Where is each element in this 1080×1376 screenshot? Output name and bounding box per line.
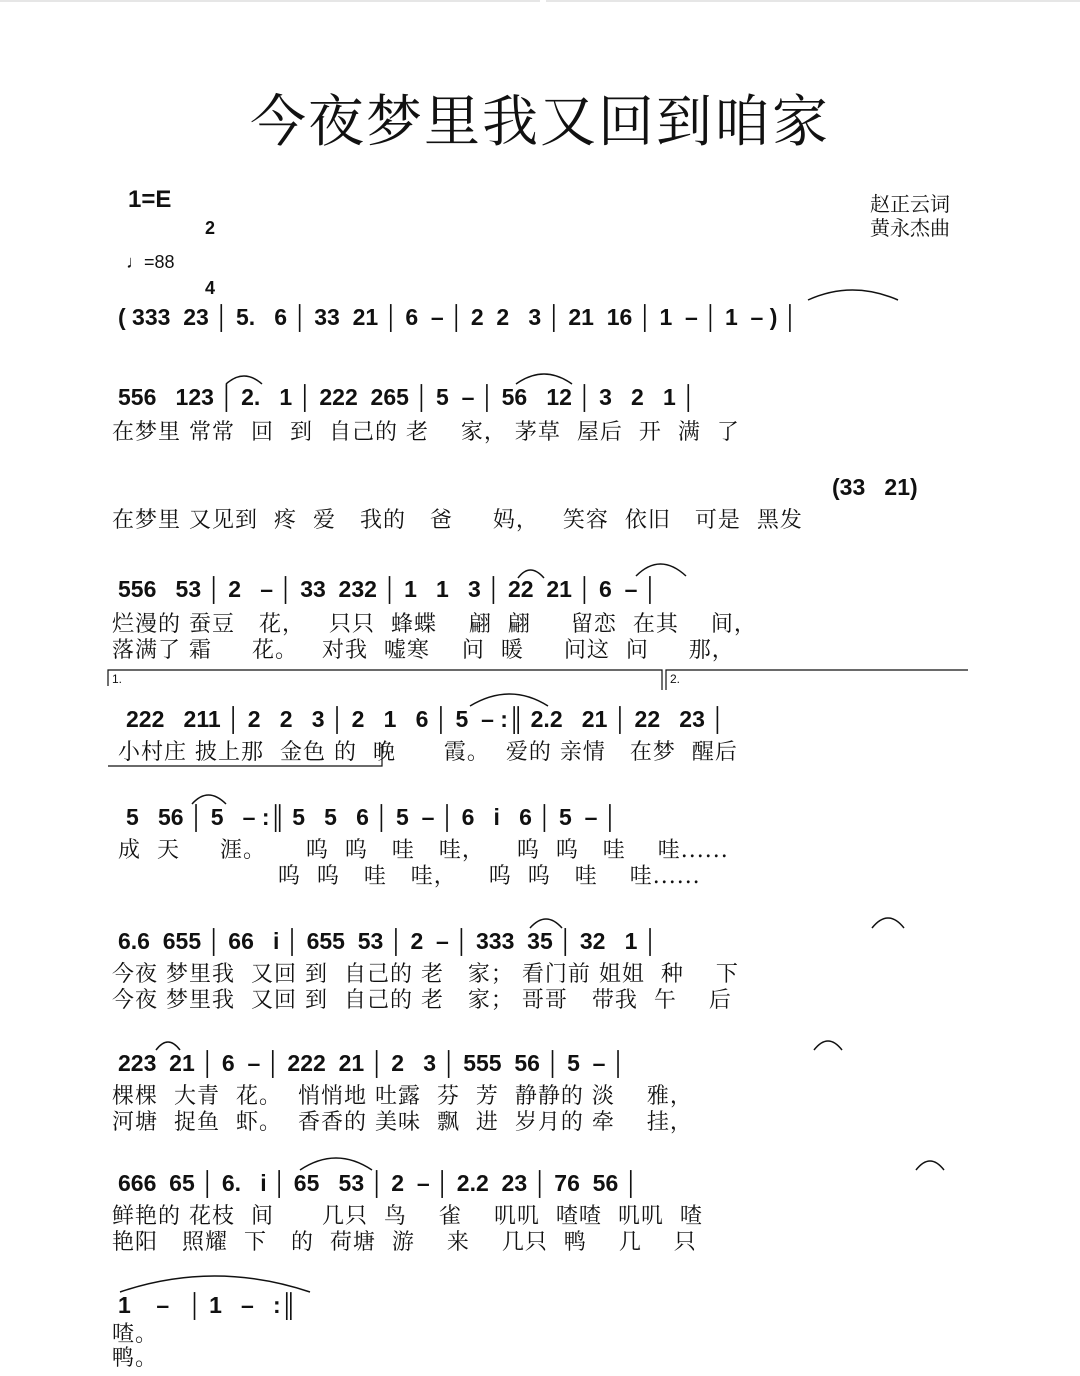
notation-row-7: 223 21 │ 6 – │ 222 21 │ 2 3 │ 555 56 │ 5 – │ [118, 1050, 627, 1076]
tempo-marking: ♩=88 [126, 252, 175, 272]
lyric-bracket [108, 744, 382, 766]
notation-row-2: 556 123 │ 2. 1 │ 222 265 │ 5 – │ 56 12 │ 3 2 1 │ [118, 384, 697, 410]
volta-1-bracket [108, 670, 662, 690]
lyric-line-15: 鸭。 [112, 1346, 159, 1371]
slur [530, 919, 562, 928]
composer-credit: 黄永杰曲 [870, 216, 950, 240]
lyric-line-9: 今夜 梦里我 又回 到 自己的 老 家； 哥哥 带我 午 后 [112, 988, 732, 1013]
slur [872, 918, 904, 928]
slur [470, 694, 548, 706]
slur [636, 564, 686, 576]
lyric-line-7: 呜 呜 哇 哇， 呜 呜 哇 哇...... [118, 864, 701, 889]
notation-interlude: (33 21) [832, 474, 918, 500]
lyric-line-6: 成 天 涯。 呜 呜 哇 哇， 呜 呜 哇 哇...... [118, 838, 729, 863]
ending-1-label: 1. [112, 672, 123, 686]
slur [518, 570, 544, 578]
slur [916, 1161, 944, 1170]
ending-2-label: 2. [670, 672, 681, 686]
key-signature: 1=E [128, 186, 172, 213]
slur [226, 376, 262, 384]
lyric-line-5: 小村庄 披上那 金色 的 晚 霞。 爱的 亲情 在梦 醒后 [118, 740, 738, 765]
slur [120, 1276, 310, 1292]
lyric-line-10: 棵棵 大青 花。 悄悄地 吐露 芬 芳 静静的 淡 雅， [112, 1084, 693, 1109]
song-title: 今夜梦里我又回到咱家 [250, 90, 830, 155]
lyricist-credit: 赵正云词 [870, 192, 950, 216]
lyric-line-8: 今夜 梦里我 又回 到 自己的 老 家； 看门前 姐姐 种 下 [112, 962, 739, 987]
time-bottom: 4 [204, 278, 215, 298]
notation-row-1: ( 333 23 │ 5. 6 │ 33 21 │ 6 – │ 2 2 3 │ 21 16 │ 1 – │ 1 – ) │ [118, 304, 799, 330]
lyric-line-4: 落满了 霜 花。 对我 嘘寒 问 暖 问这 问 那， [112, 638, 735, 663]
notation-row-6: 6.6 655 │ 66 i │ 655 53 │ 2 – │ 333 35 │ 32 1 │ [118, 928, 659, 954]
slur [156, 1042, 180, 1050]
time-top: 2 [204, 218, 215, 238]
notation-row-4: 222 211 │ 2 2 3 │ 2 1 6 │ 5 – :║ 2.2 21 │ 22 23 │ [126, 706, 726, 732]
lyric-line-1: 在梦里 常常 回 到 自己的 老 家， 茅草 屋后 开 满 了 [112, 420, 740, 445]
slur [814, 1041, 842, 1050]
lyric-line-11: 河塘 捉鱼 虾。 香香的 美味 飘 进 岁月的 牵 挂， [112, 1110, 693, 1135]
notation-row-3: 556 53 │ 2 – │ 33 232 │ 1 1 3 │ 22 21 │ 6 – │ [118, 576, 659, 602]
notation-row-5: 5 56 │ 5 – :║ 5 5 6 │ 5 – │ 6 i 6 │ 5 – │ [126, 804, 619, 830]
volta-2-bracket [666, 670, 968, 690]
notation-row-9: 1 – │ 1 – :║ [118, 1292, 297, 1318]
slur [300, 1158, 372, 1170]
lyric-line-12: 鲜艳的 花枝 间 几只 鸟 雀 叽叽 喳喳 叽叽 喳 [112, 1204, 703, 1229]
slur [808, 290, 898, 300]
slur [516, 374, 572, 384]
lyric-line-2: 在梦里 又见到 疼 爱 我的 爸 妈， 笑容 依旧 可是 黑发 [112, 508, 803, 533]
notation-row-8: 666 65 │ 6. i │ 65 53 │ 2 – │ 2.2 23 │ 76 56 │ [118, 1170, 640, 1196]
lyric-line-3: 烂漫的 蚕豆 花， 只只 蜂蝶 翩 翩 留恋 在其 间， [112, 612, 757, 637]
lyric-line-14: 喳。 [112, 1322, 159, 1347]
slur [192, 795, 226, 804]
lyric-line-13: 艳阳 照耀 下 的 荷塘 游 来 几只 鸭 几 只 [112, 1230, 697, 1255]
